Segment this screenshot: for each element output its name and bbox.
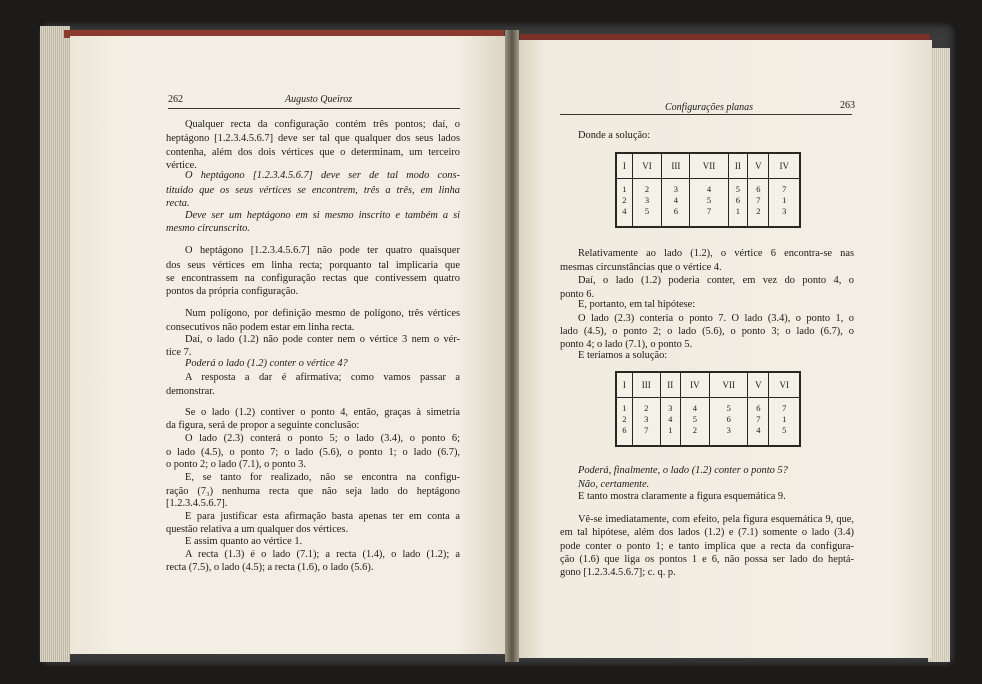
text-line: Poderá o lado (1.2) conter o vértice 4? [185,358,348,369]
table-header-cell: IV [680,372,710,398]
table-header-cell: V [748,153,769,179]
text-line: A recta (1.3) é o lado (7.1); a recta (1.4), o lado (1.2); a [185,549,460,560]
table-cell: 2 3 7 [632,398,660,447]
text-line: recta (7.5), o lado (4.5); a recta (1.6), o lado (5.6). [166,562,374,573]
table-header-cell: VI [632,153,662,179]
text-line: questão relativa a um qualquer dos vértices. [166,524,349,535]
text-line: Vê-se imediatamente, com efeito, pela figura esquemática 9, que, [578,514,854,525]
table-cell: 7 1 5 [769,398,800,447]
text-line: mesmas circunstâncias que o vértice 4. [560,262,722,273]
text-line: Num polígono, por definição mesmo de polígono, três vértices [185,308,460,319]
right-running-head: Configurações planas [665,102,754,113]
text-line: recta. [166,198,190,209]
table-header-cell: VI [769,372,800,398]
table-2-body-row [616,398,800,447]
text-line: se encontrassem na configuração rectas que contivessem quatro [166,273,460,284]
table-1-body-row [616,179,800,228]
text-line: A resposta a dar é afirmativa; como vamos passar a [185,372,460,383]
table-header-cell: VII [710,372,748,398]
text-line: pode conter o ponto 1; e tanto implica que a recta da configura- [560,541,854,552]
text-line: demonstrar. [166,386,215,397]
solution-table-1 [615,152,801,228]
text-line: da figura, será de propor a seguinte conclusão: [166,420,360,431]
text-line: [1.2.3.4.5.6.7]. [166,498,228,509]
text-line: E para justificar esta afirmação basta apenas ter em conta a [185,511,460,522]
table-header-cell: II [660,372,680,398]
text-line: vértice. [166,160,197,171]
table-cell: 7 1 3 [769,179,800,228]
text-line: pontos da própria configuração. [166,286,299,297]
table-header-cell: I [616,153,632,179]
text-line: O lado (2.3) conteria o ponto 7. O lado (3.4), o ponto 1, o [578,313,854,324]
text-line: Não, certamente. [578,479,650,490]
text-line: ponto 4; o lado (7.1), o ponto 5. [560,339,693,350]
table-header-cell: II [728,153,748,179]
table-header-cell: IV [769,153,800,179]
text-line: heptágono [1.2.3.4.5.6.7] deve ser tal que qualquer dos seus lados [166,133,460,144]
table-cell: 1 2 6 [622,403,627,435]
text-line: E, se tanto for realizado, não se encontra na configu- [185,472,460,483]
table-cell: 4 5 7 [690,179,728,228]
text-line: O heptágono [1.2.3.4.5.6.7] deve ser de tal modo cons- [185,170,460,181]
text-line: E assim quanto ao vértice 1. [185,536,303,547]
text-line: o lado (4.5), o ponto 7; o lado (5.6), o ponto 1; o lado (6.7), [166,447,460,458]
left-header-rule [168,108,460,109]
table-cell: 5 6 1 [728,179,748,228]
table-header-cell: VII [690,153,728,179]
table-cell: 4 5 2 [680,398,710,447]
text-line: Daí, o lado (1.2) não pode conter nem o vértice 3 nem o vér- [185,334,460,345]
table-header-cell: I [616,372,632,398]
text-line: tice 7. [166,347,192,358]
text-line: ção (1.6) que liga os pontos 1 e 6, não possa ser lado do heptá- [560,554,854,565]
text-line: ponto 6. [560,289,595,300]
table-cell: 3 4 1 [660,398,680,447]
table-header-cell: V [748,372,769,398]
text-line: Se o lado (1.2) contiver o ponto 4, então, graças à simetria [185,407,460,418]
text-line: mesmo circunscrito. [166,223,250,234]
table-cell: 6 7 2 [748,179,769,228]
table-header-cell: III [632,372,660,398]
text-line: tituido que os seus vértices se encontrem, três a três, em linha [166,185,460,196]
table-header-cell: III [662,153,690,179]
table-cell: 3 4 6 [662,179,690,228]
solution-table-2 [615,371,801,447]
text-line: dos seus vértices em linha recta; porquanto tal implicaria que [166,260,460,271]
left-running-head: Augusto Queiroz [285,94,353,105]
text-line: gono [1.2.3.4.5.6.7]; c. q. p. [560,567,676,578]
text-line: E, portanto, em tal hipótese: [578,299,696,310]
text-line: o ponto 2; o lado (7.1), o ponto 3. [166,459,306,470]
text-line: Poderá, finalmente, o lado (1.2) conter o ponto 5? [578,465,788,476]
right-header-rule [560,114,852,115]
solution-intro: Donde a solução: [578,130,651,141]
page-edges-left [40,26,70,662]
table-cell: 2 3 5 [632,179,662,228]
text-line: ração (7₃) nenhuma recta que não seja lado do heptágono [166,486,460,497]
text-line: consecutivos não podem estar em linha recta. [166,322,355,333]
text-line: Deve ser um heptágono em si mesmo inscrito e também a si [185,210,460,221]
book-gutter [505,30,519,662]
text-line: Relativamente ao lado (1.2), o vértice 6 encontra-se nas [578,248,854,259]
text-line: O lado (2.3) conterá o ponto 5; o lado (3.4), o ponto 6; [185,433,460,444]
text-line: Qualquer recta da configuração contém três pontos; daí, o [185,119,460,130]
text-line: lado (4.5), o ponto 2; o lado (5.6), o ponto 3; o lado (6.7), o [560,326,854,337]
table-cell: 5 6 3 [710,398,748,447]
text-line: Daí, o lado (1.2) poderia conter, em vez do ponto 4, o [578,275,854,286]
table-cell: 6 7 4 [748,398,769,447]
left-page-number: 262 [168,94,183,105]
right-page-number: 263 [840,100,855,111]
text-line: E tanto mostra claramente a figura esquemática 9. [578,491,786,502]
text-line: O heptágono [1.2.3.4.5.6.7] não pode ter quatro quaisquer [185,245,460,256]
text-line: contenha, além dos dois vértices que o determinam, um terceiro [166,147,460,158]
text-line: E teriamos a solução: [578,350,668,361]
table-2-header-row [616,372,800,398]
table-cell: 1 2 4 [622,184,627,216]
text-line: em tal hipótese, além dos lados (1.2) e (7.1) somente o lado (3.4) [560,527,854,538]
table-1-header-row [616,153,800,179]
